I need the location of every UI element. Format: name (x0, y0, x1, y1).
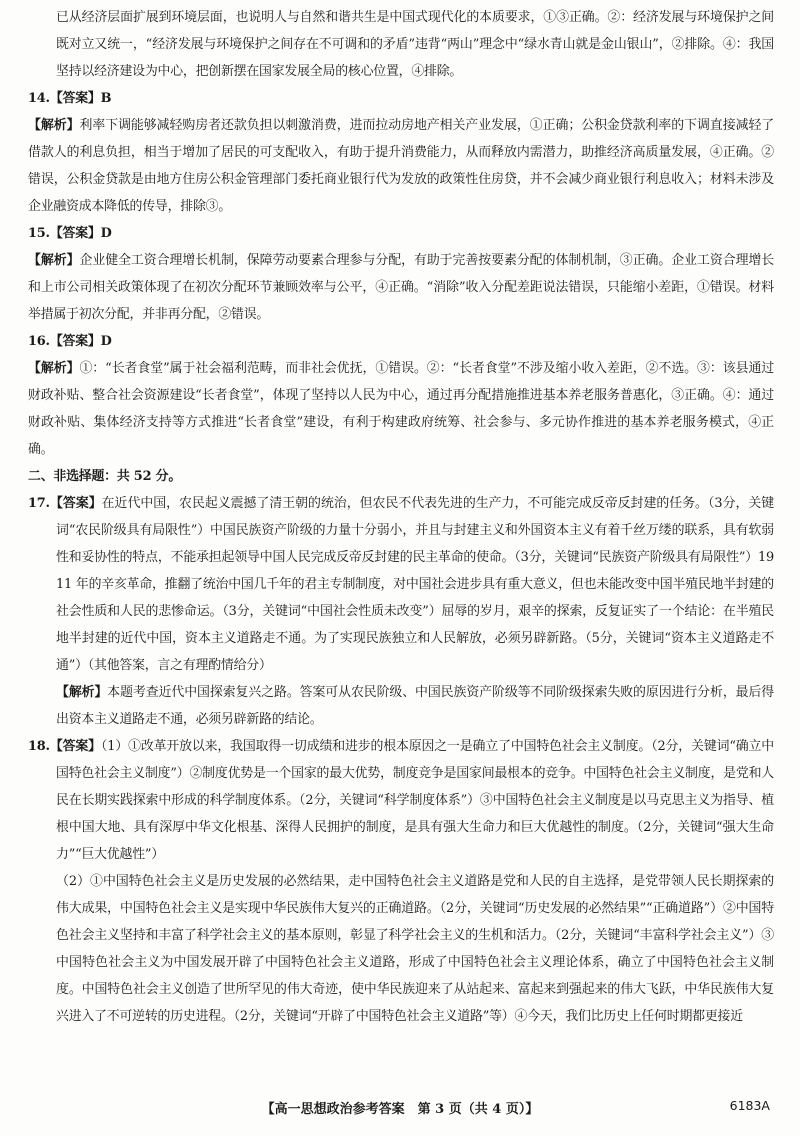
q17-answer (28, 490, 774, 679)
q18-part1-text: （1）①改革开放以来，我国取得一切成绩和进步的根本原因之一是确立了中国特色社会主义制度。（2分，关键词“确立中国特色社会主义制度”）②制度优势是一个国家的最大优势，制度竞争是国家间最根本的竞争。中国特色社会主义制度，是党和人民在长期实践探索中形成的科学制度体系。（2分，关键词“科学制度体系”）③中国特色社会主义制度是以马克思主义为指导、植根中国大地、具有深厚中华文化根基、深得人民拥护的制度，是具有强大生命力和巨大优越性的制度。（2分，关键词“强大生命力”“巨大优越性”） (56, 739, 775, 862)
q14-analysis-label: 【解析】 (28, 118, 80, 133)
footer-doc-code: 6183A (729, 1098, 770, 1113)
footer-page-title: 【高一思想政治参考答案 第 3 页（共 4 页）】 (261, 1102, 539, 1117)
continuation-paragraph: 已从经济层面扩展到环境层面，也说明人与自然和谐共生是中国式现代化的本质要求，①③正确。②：经济发展与环境保护之间既对立又统一，“经济发展与环境保护之间存在不可调和的矛盾”违背“两山”理念中“绿水青山就是金山银山”，②排除。④：我国坚持以经济建设为中心，把创新摆在国家发展全局的核心位置，④排除。 (56, 10, 774, 79)
page-footer (0, 1098, 800, 1122)
q18-answer (28, 733, 774, 868)
q17-analysis (28, 679, 774, 733)
q14-answer-heading: 14.【答案】B (28, 91, 112, 106)
section-two-title: 二、非选择题：共 52 分。 (28, 469, 182, 484)
q15-analysis-label: 【解析】 (28, 253, 80, 268)
q16-analysis-label: 【解析】 (28, 361, 80, 376)
q16-analysis (28, 355, 774, 463)
q14-analysis (28, 112, 774, 220)
q18-part2: （2）①中国特色社会主义是历史发展的必然结果，走中国特色社会主义道路是党和人民的自主选择，是党带领人民长期探索的伟大成果，中国特色社会主义是实现中华民族伟大复兴的正确道路。（2分，关键词“历史发展的必然结果”“正确道路”）②中国特色社会主义坚持和丰富了科学社会主义的基本原则，彰显了科学社会主义的生机和活力。（2分，关键词“丰富科学社会主义”）③中国特色社会主义为中国发展开辟了中国特色社会主义道路，形成了中国特色社会主义理论体系，确立了中国特色社会主义制度。中国特色社会主义创造了世所罕见的伟大奇迹，使中华民族迎来了从站起来、富起来到强起来的伟大飞跃，中华民族伟大复兴进入了不可逆转的历史进程。（2分，关键词“开辟了中国特色社会主义道路”等）④今天，我们比历史上任何时期都更接近 (56, 874, 774, 1024)
q16-analysis-text: ①：“长者食堂”属于社会福利范畴，而非社会优抚，①错误。②：“长者食堂”不涉及缩小收入差距，②不选。③：该县通过财政补贴、整合社会资源建设“长者食堂”，体现了坚持以人民为中心，通过再分配措施推进基本养老服务普惠化，③正确。④：通过财政补贴、集体经济支持等方式推进“长者食堂”建设，有利于构建政府统筹、社会参与、多元协作推进的基本养老服务模式，④正确。 (28, 361, 774, 457)
q17-answer-text: 在近代中国，农民起义震撼了清王朝的统治，但农民不代表先进的生产力，不可能完成反帝反封建的任务。（3分，关键词“农民阶级具有局限性”）中国民族资产阶级的力量十分弱小，并且与封建主义和外国资本主义有着千丝万缕的联系，具有软弱性和妥协性的特点，不能承担起领导中国人民完成反帝反封建的民主革命的使命。（3分，关键词“民族资产阶级具有局限性”）1911 年的辛亥革命，推翻了统治中国几千年的君主专制制度，对中国社会进步具有重大意义，但也未能改变中国半殖民地半封建的社会性质和人民的悲惨命运。（3分，关键词“中国社会性质未改变”）屈辱的岁月，艰辛的探索，反复证实了一个结论：在半殖民地半封建的近代中国，资本主义道路走不通。为了实现民族独立和人民解放，必须另辟新路。（5分，关键词“资本主义道路走不通”）（其他答案，言之有理酌情给分） (56, 496, 774, 673)
q17-analysis-text: 本题考查近代中国探索复兴之路。答案可从农民阶级、中国民族资产阶级等不同阶级探索失败的原因进行分析，最后得出资本主义道路走不通，必须另辟新路的结论。 (56, 685, 774, 727)
q17-answer-label: 17.【答案】 (28, 496, 102, 511)
q14-analysis-text: 利率下调能够减轻购房者还款负担以刺激消费，进而拉动房地产相关产业发展，①正确；公积金贷款利率的下调直接减轻了借款人的利息负担，相当于增加了居民的可支配收入，有助于提升消费能力，从而释放内需潜力，助推经济高质量发展，④正确。②错误，公积金贷款是由地方住房公积金管理部门委托商业银行代为发放的政策性住房贷，并不会减少商业银行利息收入；材料未涉及企业融资成本降低的传导，排除③。 (28, 118, 775, 214)
q18-answer-label: 18.【答案】 (28, 739, 101, 754)
q15-analysis (28, 247, 774, 328)
q15-answer-heading: 15.【答案】D (28, 226, 112, 241)
q17-analysis-label: 【解析】 (56, 685, 108, 700)
q16-answer-heading: 16.【答案】D (28, 334, 112, 349)
q15-analysis-text: 企业健全工资合理增长机制，保障劳动要素合理参与分配，有助于完善按要素分配的体制机制，③正确。企业工资合理增长和上市公司相关政策体现了在初次分配环节兼顾效率与公平，④正确。“消除”收入分配差距说法错误，只能缩小差距，①错误。材料举措属于初次分配，并非再分配，②错误。 (28, 253, 775, 322)
